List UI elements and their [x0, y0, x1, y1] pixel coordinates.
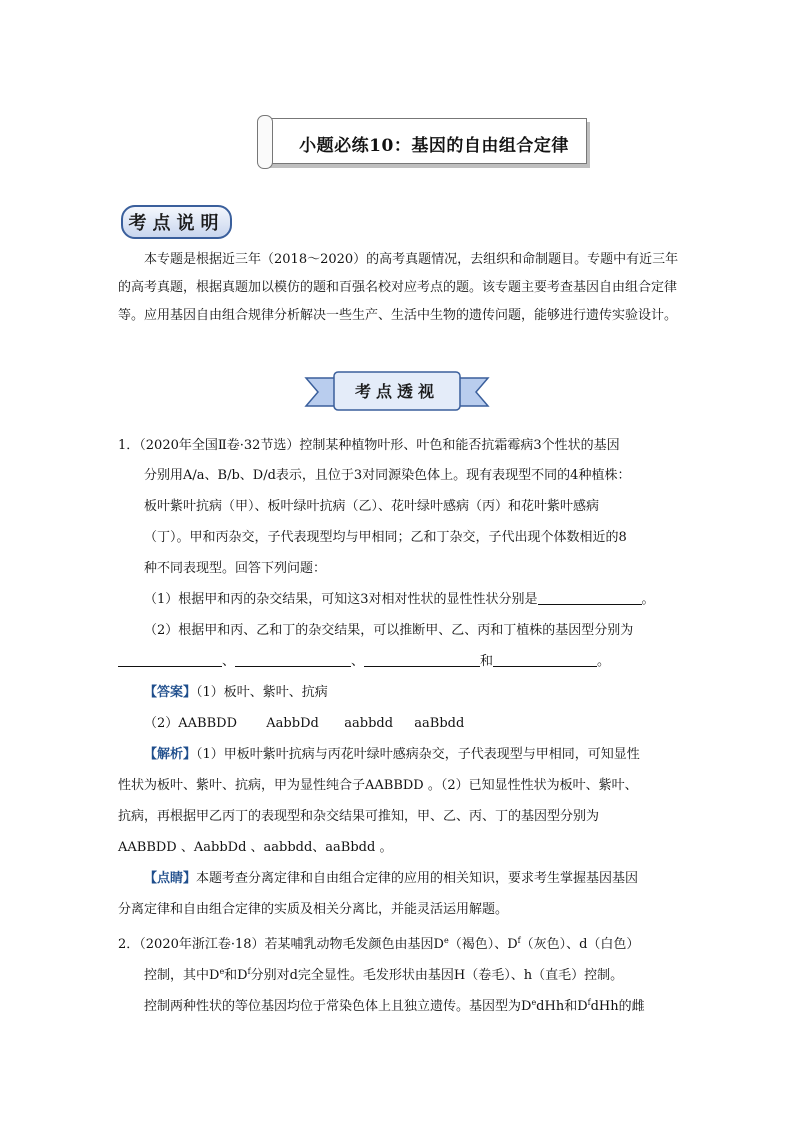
q1-answer-1: [144, 683, 328, 703]
q1-comment-1: [144, 869, 638, 889]
analysis-text-1: （1）甲板叶紫叶抗病与丙花叶绿叶感病杂交，子代表现型与甲相同，可知显性: [196, 747, 640, 762]
q1-blank-5[interactable]: [493, 653, 597, 667]
section-ribbon-label: 考点透视: [354, 382, 439, 401]
q2-l2-b: 和D: [224, 968, 248, 983]
q2-l2-a: 控制，其中D: [144, 968, 220, 983]
q2-sup-e: e: [443, 936, 449, 945]
q1-end: 。: [597, 654, 611, 669]
q2-l1-a: 2．（2020年浙江卷·18）若某哺乳动物毛发颜色由基因D: [118, 937, 444, 952]
q2-l3-a: 控制两种性状的等位基因均位于常染色体上且独立遗传。基因型为D: [144, 999, 532, 1014]
q1-line-3: 板叶紫叶抗病（甲）、板叶绿叶抗病（乙）、花叶绿叶感病（丙）和花叶紫叶感病: [144, 499, 600, 514]
q1-sep-3: 和: [480, 654, 494, 669]
q2-l1-b: （褐色）、D: [448, 937, 518, 952]
q1-sub2: （2）根据甲和丙、乙和丁的杂交结果，可以推断甲、乙、丙和丁植株的基因型分别为: [144, 623, 634, 638]
title-banner: [257, 114, 589, 168]
comment-text-1: 本题考查分离定律和自由组合定律的应用的相关知识，要求考生掌握基因基因: [196, 871, 639, 886]
q1-analysis-1: [144, 745, 640, 765]
q1-line-5: 种不同表现型。回答下列问题：: [144, 561, 327, 576]
comment-tag: 【点睛】: [144, 871, 197, 886]
q2-sup-f-3: f: [587, 998, 591, 1007]
q2-sup-e-2: e: [219, 967, 225, 976]
section-badge-label: 考点说明: [128, 213, 225, 234]
analysis-tag: 【解析】: [144, 747, 197, 762]
genotype-jia: AABBDD: [178, 716, 238, 731]
q2-line-1: [118, 931, 639, 955]
section-badge-kaodian: [121, 205, 232, 239]
q1-line-2: 分别用A/a、B/b、D/d表示，且位于3对同源染色体上。现有表现型不同的4种植株：: [144, 468, 631, 483]
q1-sep-1: 、: [222, 654, 236, 669]
q2-line-2: [144, 962, 623, 986]
q1-blank-2[interactable]: [118, 653, 222, 667]
page-title: 小题必练10：基因的自由组合定律: [299, 136, 569, 156]
genotype-bing: aabbdd: [344, 716, 394, 731]
q2-l3-c: dHh的雌: [590, 999, 645, 1014]
q1-blank-3[interactable]: [235, 653, 351, 667]
q1-blanks-row: [118, 652, 610, 672]
answer-tag: 【答案】: [144, 685, 197, 700]
q1-line-1: 1．（2020年全国Ⅱ卷·32节选）控制某种植物叶形、叶色和能否抗霜霉病3个性状的基因: [118, 438, 620, 453]
title-scroll-frame: [265, 118, 587, 164]
q2-l2-c: 分别对d完全显性。毛发形状由基因H（卷毛）、h（直毛）控制。: [250, 968, 624, 983]
answer-text-1: （1）板叶、紫叶、抗病: [196, 685, 328, 700]
q1-blank-4[interactable]: [364, 653, 480, 667]
q1-line-4: （丁）。甲和丙杂交，子代表现型均与甲相同；乙和丁杂交，子代出现个体数相近的8: [144, 530, 627, 545]
q1-comment-2: 分离定律和自由组合定律的实质及相关分离比，并能灵活运用解题。: [118, 902, 509, 917]
q1-analysis-2: 性状为板叶、紫叶、抗病，甲为显性纯合子AABBDD 。（2）已知显性性状为板叶、紫叶、: [118, 778, 638, 793]
genotype-ding: aaBbdd: [414, 716, 465, 731]
genotype-yi: AabbDd: [266, 716, 319, 731]
q1-sub1-end: 。: [641, 592, 655, 607]
intro-paragraph: 本专题是根据近三年（2018～2020）的高考真题情况，去组织和命制题目。专题中有近三年的高考真题，根据真题加以模仿的题和百强名校对应考点的题。该专题主要考查基因自由组合定律等。应用基因自由组合规律分析解决一些生产、生活中生物的遗传问题，能够进行遗传实验设计。: [118, 252, 679, 323]
q2-sup-f-2: f: [247, 967, 251, 976]
q1-answer-2: [144, 714, 464, 734]
q2-sup-e-3: e: [531, 998, 537, 1007]
q2-sup-f: f: [517, 936, 521, 945]
q2-l1-c: （灰色）、d（白色）: [520, 937, 640, 952]
q1-analysis-3: 抗病，再根据甲乙丙丁的表现型和杂交结果可推知，甲、乙、丙、丁的基因型分别为: [118, 809, 600, 824]
q1-analysis-4: AABBDD 、AabbDd 、aabbdd、aaBbdd 。: [118, 840, 393, 855]
q2-line-3: [144, 993, 645, 1017]
q1-blank-1[interactable]: [538, 591, 642, 605]
q1-sub1-text: （1）根据甲和丙的杂交结果，可知这3对相对性状的显性性状分别是: [144, 592, 538, 607]
answer-prefix-2: （2）: [144, 716, 179, 731]
q2-l3-b: dHh和D: [536, 999, 588, 1014]
section-ribbon-toushi: [304, 370, 490, 414]
q1-sub1: [144, 590, 655, 610]
q1-sep-2: 、: [351, 654, 365, 669]
